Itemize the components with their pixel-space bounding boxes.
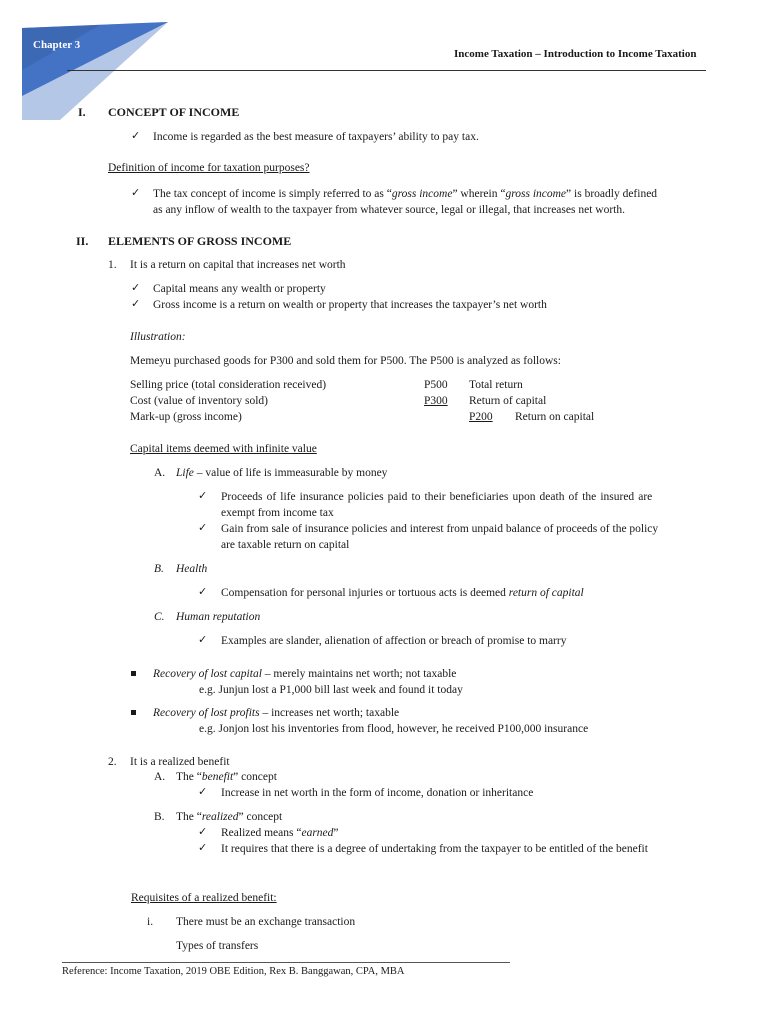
table-row-amount: P500	[424, 379, 448, 391]
square-bullet-icon	[131, 710, 136, 715]
check-icon: ✓	[198, 633, 208, 646]
header-title: Income Taxation – Introduction to Income Taxation	[454, 48, 697, 60]
benefit-letter: A.	[154, 771, 166, 783]
section1-numeral: I.	[78, 105, 86, 119]
chapter-label: Chapter 3	[33, 39, 81, 51]
table-row-label: Mark-up (gross income)	[130, 411, 242, 423]
chapter-banner	[0, 0, 190, 120]
section1-bullet1: Income is regarded as the best measure of taxpayers’ ability to pay tax.	[153, 131, 479, 143]
section2-heading: ELEMENTS OF GROSS INCOME	[108, 234, 292, 248]
header-rule	[67, 70, 706, 71]
table-row-amount: P300	[424, 395, 448, 407]
check-icon: ✓	[198, 841, 208, 854]
realized-letter: B.	[154, 811, 165, 823]
recovery-capital-example: e.g. Junjun lost a P1,000 bill last week and found it today	[199, 684, 463, 696]
capital-items-heading: Capital items deemed with infinite value	[130, 443, 317, 455]
table-row-note: Return on capital	[515, 411, 595, 423]
table-row-note: Return of capital	[469, 395, 547, 407]
item2-text: It is a realized benefit	[130, 756, 230, 768]
check-icon: ✓	[198, 489, 208, 502]
realized-heading: The “realized” concept	[176, 811, 283, 823]
item1-text: It is a return on capital that increases net worth	[130, 259, 346, 271]
check-icon: ✓	[131, 186, 141, 199]
health-bullet1: Compensation for personal injuries or tortuous acts is deemed return of capital	[221, 587, 584, 599]
table-row-amount: P200	[469, 411, 493, 423]
item2-number: 2.	[108, 756, 117, 768]
requisites-heading: Requisites of a realized benefit:	[131, 892, 277, 904]
check-icon: ✓	[198, 521, 208, 534]
requisite-i-text: There must be an exchange transaction	[176, 916, 356, 928]
life-heading: Life – value of life is immeasurable by money	[176, 467, 388, 479]
table-row-label: Selling price (total consideration received)	[130, 379, 327, 391]
section1-bullet2-line2: as any inflow of wealth to the taxpayer from whatever source, legal or illegal, that increases net worth.	[153, 204, 625, 216]
footer-reference: Reference: Income Taxation, 2019 OBE Edition, Rex B. Banggawan, CPA, MBA	[62, 966, 405, 977]
section1-heading: CONCEPT OF INCOME	[108, 105, 240, 119]
types-of-transfers: Types of transfers	[176, 940, 259, 952]
benefit-heading: The “benefit” concept	[176, 771, 277, 783]
section1-bullet2-line1: The tax concept of income is simply referred to as “gross income” wherein “gross income” is broadly defined	[153, 188, 658, 200]
table-row-note: Total return	[469, 379, 523, 391]
reputation-bullet1: Examples are slander, alienation of affection or breach of promise to marry	[221, 635, 567, 647]
recovery-profits-example: e.g. Jonjon lost his inventories from flood, however, he received P100,000 insurance	[199, 723, 589, 735]
requisite-i-number: i.	[147, 916, 154, 928]
illustration-label: Illustration:	[130, 331, 186, 343]
item1-bullet-b: Gross income is a return on wealth or property that increases the taxpayer’s net worth	[153, 299, 547, 311]
realized-bullet1: Realized means “earned”	[221, 827, 339, 839]
life-bullet1-line1: Proceeds of life insurance policies paid to their beneficiaries upon death of the insured are	[221, 491, 653, 503]
section2-numeral: II.	[76, 234, 89, 248]
item1-bullet-a: Capital means any wealth or property	[153, 283, 326, 295]
reputation-heading: Human reputation	[176, 611, 261, 623]
illustration-text: Memeyu purchased goods for P300 and sold them for P500. The P500 is analyzed as follows:	[130, 355, 561, 367]
life-bullet2-line1: Gain from sale of insurance policies and interest from unpaid balance of proceeds of the policy	[221, 523, 659, 535]
check-icon: ✓	[198, 825, 208, 838]
check-icon: ✓	[131, 129, 141, 142]
check-icon: ✓	[131, 281, 141, 294]
square-bullet-icon	[131, 671, 136, 676]
section1-subheading: Definition of income for taxation purposes?	[108, 162, 310, 174]
recovery-profits: Recovery of lost profits – increases net worth; taxable	[153, 707, 400, 719]
check-icon: ✓	[198, 585, 208, 598]
footer-rule	[62, 962, 510, 963]
health-heading: Health	[176, 563, 208, 575]
check-icon: ✓	[131, 297, 141, 310]
item1-number: 1.	[108, 259, 117, 271]
life-bullet1-line2: exempt from income tax	[221, 507, 334, 519]
life-bullet2-line2: are taxable return on capital	[221, 539, 350, 551]
realized-bullet2: It requires that there is a degree of undertaking from the taxpayer to be entitled of the benefit	[221, 843, 648, 855]
check-icon: ✓	[198, 785, 208, 798]
health-letter: B.	[154, 563, 164, 575]
table-row-label: Cost (value of inventory sold)	[130, 395, 268, 407]
benefit-bullet1: Increase in net worth in the form of income, donation or inheritance	[221, 787, 534, 799]
recovery-capital: Recovery of lost capital – merely maintains net worth; not taxable	[153, 668, 457, 680]
life-letter: A.	[154, 467, 166, 479]
reputation-letter: C.	[154, 611, 165, 623]
